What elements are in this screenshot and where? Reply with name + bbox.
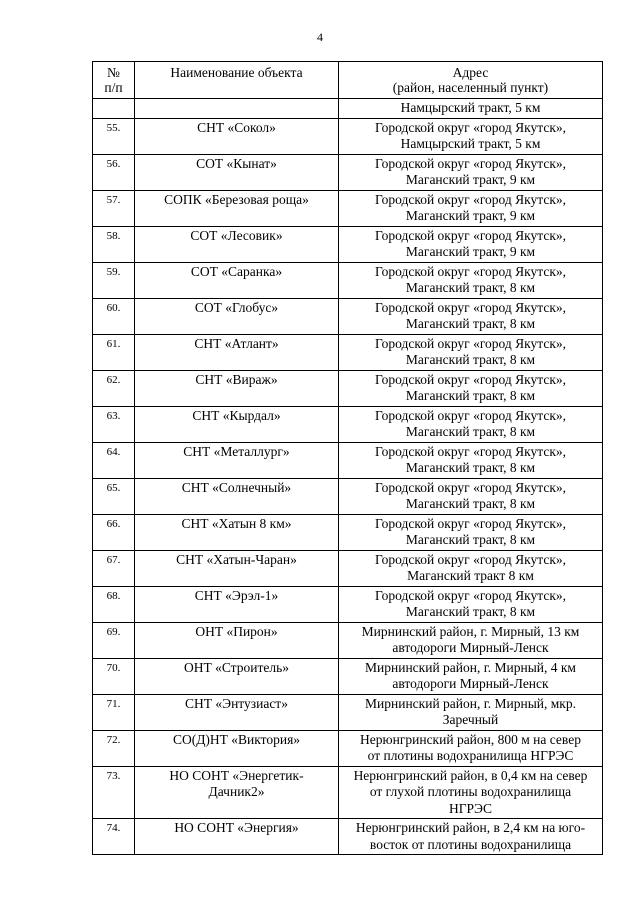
object-address [339,622,603,658]
object-address [339,586,603,622]
header-address-line: Адрес [452,65,489,80]
row-number: 72. [93,730,135,766]
object-address-line: Городской округ «город Якутск», [374,119,567,135]
object-name [135,586,339,622]
object-address-line: Маганский тракт, 8 км [405,352,536,367]
table-row [93,190,603,226]
object-name-line: СОТ «Кынат» [196,155,277,171]
object-address-line: Маганский тракт, 8 км [405,496,536,511]
table-row [93,334,603,370]
object-address [339,262,603,298]
object-address-line: Маганский тракт, 9 км [405,244,536,259]
object-address [339,298,603,334]
row-number: 73. [93,766,135,819]
object-name [135,370,339,406]
header-address-line: (район, населенный пункт) [392,80,549,95]
header-address [339,62,603,99]
object-name [135,334,339,370]
object-name [135,550,339,586]
object-address-line: Намцырский тракт, 5 км [400,100,541,115]
table-row [93,819,603,855]
object-name [135,819,339,855]
table-row [93,99,603,119]
object-address-line: автодороги Мирный-Ленск [392,640,549,655]
object-address [339,819,603,855]
object-name-line: ОНТ «Строитель» [183,659,290,675]
row-number: 69. [93,622,135,658]
table-row [93,154,603,190]
object-name-line: ОНТ «Пирон» [195,623,278,639]
object-address [339,442,603,478]
object-name-line: СНТ «Сокол» [197,119,276,135]
object-address-line: Маганский тракт 8 км [407,568,534,583]
object-name-line: СНТ «Металлург» [183,443,290,459]
object-address-line: Маганский тракт, 8 км [405,532,536,547]
object-name [135,226,339,262]
row-number: 65. [93,478,135,514]
table-row [93,442,603,478]
row-number: 74. [93,819,135,855]
object-address-line: Городской округ «город Якутск», [374,191,567,207]
row-number: 70. [93,658,135,694]
object-name [135,262,339,298]
table-row [93,766,603,819]
table-row [93,262,603,298]
object-address [339,514,603,550]
object-name-line: СОПК «Березовая роща» [164,191,309,207]
object-address [339,370,603,406]
row-number: 58. [93,226,135,262]
row-number: 60. [93,298,135,334]
object-address-line: Городской округ «город Якутск», [374,263,567,279]
object-address-line: Городской округ «город Якутск», [374,335,567,351]
header-num [93,62,135,99]
object-address-line: Намцырский тракт, 5 км [400,136,541,151]
object-address-line: Городской округ «город Якутск», [374,407,567,423]
object-address-line: Маганский тракт, 8 км [405,280,536,295]
row-number: 71. [93,694,135,730]
object-address-line: Маганский тракт, 9 км [405,172,536,187]
page-number: 4 [317,30,323,44]
table-row [93,622,603,658]
object-address-line: Городской округ «город Якутск», [374,551,567,567]
object-address-line: автодороги Мирный-Ленск [392,676,549,691]
object-name-line: СНТ «Хатын 8 км» [181,515,292,531]
table-row [93,298,603,334]
object-name-line: СОТ «Лесовик» [190,227,283,243]
header-name-text: Наименование объекта [170,65,303,80]
table-row [93,370,603,406]
object-address-line: Маганский тракт, 8 км [405,388,536,403]
header-num-line: № [107,65,120,80]
object-address [339,406,603,442]
row-number: 66. [93,514,135,550]
object-name [135,99,339,119]
object-address [339,550,603,586]
object-address-line: Маганский тракт, 8 км [405,604,536,619]
object-address [339,190,603,226]
object-address-line: Нерюнгринский район, в 2,4 км на юго- [355,820,586,835]
row-number: 57. [93,190,135,226]
object-name [135,298,339,334]
object-address-line: восток от плотины водохранилища [369,836,572,852]
object-address [339,154,603,190]
object-address [339,658,603,694]
object-address-line: Мирнинский район, г. Мирный, мкр. [365,695,576,711]
object-address-line: Маганский тракт, 8 км [405,460,536,475]
object-address-line: Мирнинский район, г. Мирный, 4 км [365,659,576,675]
object-name-line: НО СОНТ «Энергетик- [169,767,304,783]
object-name [135,766,339,819]
row-number: 62. [93,370,135,406]
object-name [135,658,339,694]
object-name-line: СНТ «Хатын-Чаран» [176,551,297,567]
row-number: 59. [93,262,135,298]
object-name-line: НО СОНТ «Энергия» [174,820,299,835]
object-address-line: Городской округ «город Якутск», [374,371,567,387]
object-name-line: СНТ «Эрэл-1» [194,587,279,603]
row-number: 55. [93,118,135,154]
table-row [93,118,603,154]
objects-table [92,61,603,855]
table-row [93,658,603,694]
object-name-line: СНТ «Энтузиаст» [185,695,288,711]
object-address-line: Городской округ «город Якутск», [374,443,567,459]
object-address-line: Городской округ «город Якутск», [374,479,567,495]
object-address [339,694,603,730]
header-name [135,62,339,99]
row-number: 56. [93,154,135,190]
object-address [339,99,603,119]
object-address-line: Заречный [442,712,499,727]
object-address-line: от плотины водохранилища НГРЭС [367,748,574,763]
table-row [93,586,603,622]
table-row [93,406,603,442]
object-address [339,334,603,370]
table-row [93,226,603,262]
row-number: 67. [93,550,135,586]
object-address-line: НГРЭС [449,800,492,816]
object-address-line: Городской округ «город Якутск», [374,515,567,531]
object-name [135,514,339,550]
object-name [135,406,339,442]
table-header-row [93,62,603,99]
table-row [93,694,603,730]
object-address [339,730,603,766]
object-name [135,622,339,658]
object-address-line: Мирнинский район, г. Мирный, 13 км [361,623,580,639]
object-address-line: Маганский тракт, 9 км [405,208,536,223]
object-name [135,442,339,478]
table-row [93,514,603,550]
object-name-line: СНТ «Кырдал» [192,407,281,423]
object-name-line: СОТ «Глобус» [194,299,279,315]
object-address-line: Маганский тракт, 8 км [405,316,536,331]
object-name-line: Дачник2» [208,784,265,799]
object-name [135,154,339,190]
table-row [93,550,603,586]
object-name [135,478,339,514]
row-number: 63. [93,406,135,442]
object-name-line: СНТ «Вираж» [195,371,278,387]
object-name [135,730,339,766]
object-address-line: Городской округ «город Якутск», [374,299,567,315]
object-name [135,118,339,154]
object-address [339,766,603,819]
object-address-line: Городской округ «город Якутск», [374,227,567,243]
object-address [339,226,603,262]
object-address-line: Нерюнгринский район, в 0,4 км на север [353,767,588,783]
object-address-line: от глухой плотины водохранилища [369,784,572,799]
object-name [135,694,339,730]
object-name-line: СНТ «Атлант» [194,335,279,351]
object-name [135,190,339,226]
row-number: 68. [93,586,135,622]
object-address-line: Нерюнгринский район, 800 м на север [360,731,581,747]
table-row [93,730,603,766]
object-address [339,118,603,154]
object-address-line: Городской округ «город Якутск», [374,155,567,171]
object-name-line: СО(Д)НТ «Виктория» [172,731,301,747]
object-name-line: СОТ «Саранка» [190,263,283,279]
object-address [339,478,603,514]
row-number [93,99,135,119]
object-address-line: Городской округ «город Якутск», [374,587,567,603]
object-name-line: СНТ «Солнечный» [181,479,292,495]
row-number: 64. [93,442,135,478]
table-body [93,99,603,855]
row-number: 61. [93,334,135,370]
object-address-line: Маганский тракт, 8 км [405,424,536,439]
table-row [93,478,603,514]
header-num-line: п/п [104,80,123,95]
